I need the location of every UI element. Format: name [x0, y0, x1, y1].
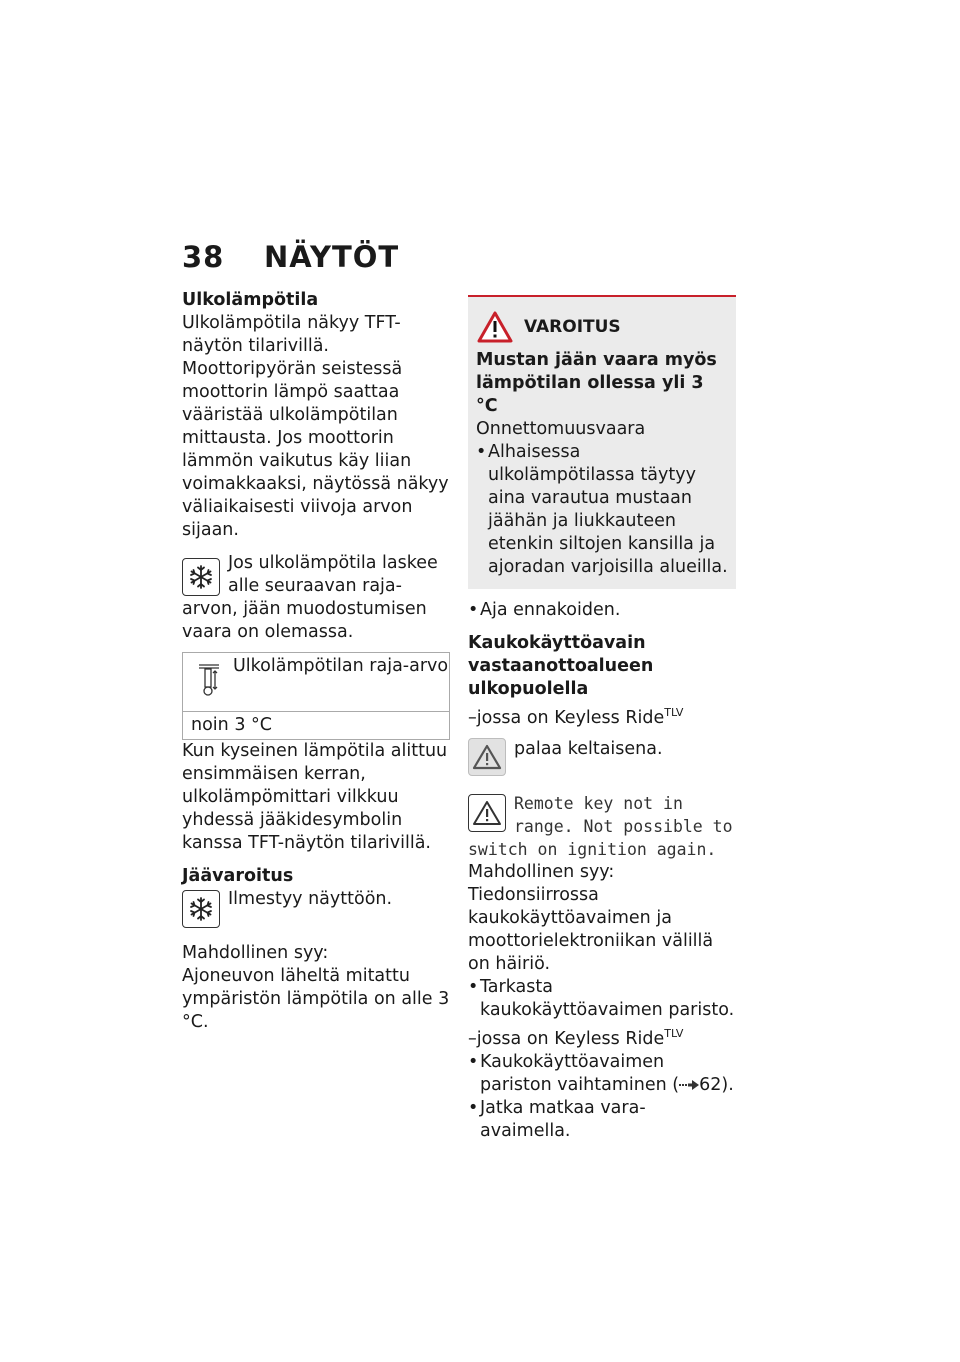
- warning-subtitle: Onnettomuusvaara: [476, 419, 646, 439]
- warning-triangle-icon: [468, 794, 506, 832]
- list-item: • Aja ennakoiden.: [468, 600, 621, 620]
- paragraph: Kun kyseinen lämpötila alittuu ensimmäisen kerran, ulkolämpömittari vilkkuu yhdessä jääkidesymbolin kanssa TFT-näytön tilarivillä.: [182, 741, 448, 853]
- list-item: • Alhaisessa ulkolämpötilassa täytyy aina varautua mustaan jäähän ja liukkauteen etenkin siltojen kansilla ja ajoradan varjoisilla alueilla.: [476, 442, 728, 577]
- thermometer-icon: [197, 661, 221, 697]
- table-value: noin 3 °C: [191, 715, 272, 735]
- paragraph: Ilmestyy näyttöön.: [228, 889, 393, 909]
- ice-warning-paragraph: [182, 552, 450, 644]
- right-column: [468, 289, 736, 1143]
- table-header: Ulkolämpötilan raja-arvo: [233, 656, 449, 676]
- warning-box: [468, 295, 736, 589]
- warning-triangle-icon: [476, 310, 514, 344]
- page-reference-arrow-icon: [679, 1080, 699, 1090]
- condition: –jossa on Keyless Ride$^{TLV}$: [468, 1026, 684, 1049]
- list-item: • Kaukokäyttöavaimen pariston vaihtaminen ( 62).: [468, 1051, 734, 1095]
- table-header-row: [183, 653, 449, 712]
- list-item: • Tarkasta kaukokäyttöavaimen paristo.: [468, 976, 735, 1020]
- warning-triangle-icon: [468, 738, 506, 776]
- paragraph: Jos ulkolämpötila laskee alle seuraavan raja-arvon, jään muodostumisen vaara on olemassa.: [182, 553, 438, 642]
- paragraph: Tiedonsiirrossa kaukokäyttöavaimen ja moottorielektroniikan välillä on häiriö.: [468, 884, 714, 974]
- snowflake-icon: [182, 890, 220, 928]
- yellow-warning-paragraph: [468, 738, 736, 784]
- ice-warning-icon-paragraph: [182, 888, 450, 934]
- list-item: • Jatka matkaa vara-avaimella.: [468, 1097, 646, 1141]
- condition: –jossa on Keyless Ride$^{TLV}$: [468, 706, 684, 728]
- left-column: [182, 289, 450, 1034]
- paragraph: Moottoripyörän seistessä moottorin lämpö saattaa vääristää ulkolämpötilan mittausta. Jos moottorin lämmön vaikutus käy liian voimakkaaksi, näytössä näkyy väliaikaisesti viivoja arvon sijaan.: [182, 359, 449, 540]
- heading-ice-warning: Jäävaroitus: [182, 866, 294, 886]
- snowflake-icon: [182, 558, 220, 596]
- heading-remote-key: Kaukokäyttöavain vastaanottoalueen ulkopuolella: [468, 633, 654, 699]
- paragraph: Ulkolämpötila näkyy TFT-näytön tilarivillä.: [182, 313, 401, 356]
- paragraph: palaa keltaisena.: [514, 738, 663, 759]
- display-message-paragraph: [468, 792, 736, 861]
- paragraph: Mahdollinen syy:: [468, 861, 615, 882]
- warning-title: Mustan jään vaara myös lämpötilan ollessa yli 3 °C: [476, 350, 717, 416]
- threshold-table: [182, 652, 450, 740]
- page-number: 38: [182, 240, 225, 274]
- chapter-title: NÄYTÖT: [264, 240, 400, 274]
- page-link[interactable]: 62).: [699, 1074, 734, 1095]
- warning-label: VAROITUS: [524, 316, 621, 337]
- warning-header: [476, 305, 728, 349]
- display-message: Remote key not in range. Not possible to switch on ignition again.: [468, 793, 733, 859]
- page-header: [182, 240, 399, 274]
- heading-outside-temperature: Ulkolämpötila: [182, 290, 319, 310]
- paragraph: Mahdollinen syy:: [182, 943, 329, 963]
- paragraph: Ajoneuvon läheltä mitattu ympäristön lämpötila on alle 3 °C.: [182, 966, 450, 1032]
- warning-bullet: Alhaisessa ulkolämpötilassa täytyy aina varautua mustaan jäähän ja liukkauteen etenkin siltojen kansilla ja ajoradan varjoisilla alueilla.: [488, 442, 728, 577]
